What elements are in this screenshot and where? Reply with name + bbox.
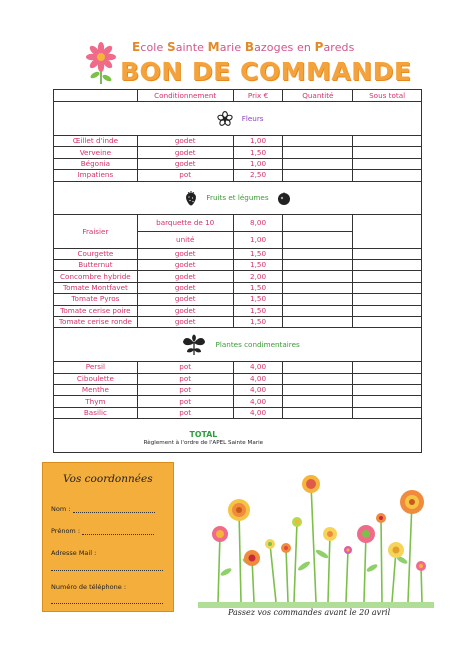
product-name-fraisier: Fraisier <box>54 214 138 248</box>
quantity-cell[interactable] <box>283 271 353 282</box>
subtotal-cell[interactable] <box>353 248 422 259</box>
subtotal-cell[interactable] <box>353 294 422 305</box>
product-price: 1,50 <box>233 259 283 270</box>
header-quantite: Quantité <box>283 90 353 102</box>
product-price: 4,00 <box>233 362 283 373</box>
section-header-plantes <box>54 328 422 362</box>
product-price: 4,00 <box>233 385 283 396</box>
quantity-cell[interactable] <box>283 248 353 259</box>
table-row <box>54 248 422 259</box>
total-amount-cell[interactable] <box>353 419 422 453</box>
section-label-fruits: Fruits et légumes <box>206 192 269 202</box>
nom-field[interactable] <box>51 505 155 513</box>
product-pack: godet <box>137 259 233 270</box>
quantity-cell[interactable] <box>283 294 353 305</box>
subtotal-cell[interactable] <box>353 271 422 282</box>
product-pack: godet <box>137 248 233 259</box>
product-name: Persil <box>54 362 138 373</box>
quantity-cell[interactable] <box>283 282 353 293</box>
product-pack: godet <box>137 305 233 316</box>
order-table <box>53 89 422 453</box>
product-name: Bégonia <box>54 158 138 169</box>
quantity-cell[interactable] <box>283 373 353 384</box>
page-title: BON DE COMMANDE <box>120 57 412 86</box>
flower-logo-icon <box>84 42 118 84</box>
product-price: 1,00 <box>233 136 283 147</box>
product-price: 1,50 <box>233 316 283 327</box>
table-row <box>54 294 422 305</box>
section-header-fleurs <box>54 102 422 136</box>
product-pack: godet <box>137 271 233 282</box>
payment-note: Règlement à l'ordre de l'APEL Sainte Marie <box>143 439 264 446</box>
subtotal-cell[interactable] <box>353 158 422 169</box>
phone-label: Numéro de téléphone : <box>51 583 127 591</box>
school-name: Ecole Sainte Marie Bazoges en Pareds <box>132 40 355 54</box>
product-pack: godet <box>137 316 233 327</box>
section-label-plantes: Plantes condimentaires <box>215 339 300 349</box>
table-row <box>54 282 422 293</box>
total-row <box>54 419 422 453</box>
product-pack: pot <box>137 170 233 181</box>
section-header-fruits-legumes <box>54 181 422 214</box>
quantity-cell[interactable] <box>283 316 353 327</box>
table-row <box>54 407 422 418</box>
table-row <box>54 170 422 181</box>
subtotal-cell[interactable] <box>353 316 422 327</box>
product-name: Butternut <box>54 259 138 270</box>
product-price: 2,00 <box>233 271 283 282</box>
product-pack: pot <box>137 362 233 373</box>
table-row <box>54 158 422 169</box>
product-price: 2,50 <box>233 170 283 181</box>
product-price: 4,00 <box>233 396 283 407</box>
quantity-cell[interactable] <box>283 259 353 270</box>
quantity-cell[interactable] <box>283 362 353 373</box>
product-name: Ciboulette <box>54 373 138 384</box>
phone-field[interactable] <box>51 583 126 591</box>
product-price: 1,50 <box>233 282 283 293</box>
subtotal-cell[interactable] <box>353 147 422 158</box>
quantity-cell[interactable] <box>283 407 353 418</box>
prenom-label: Prénom : <box>51 527 81 535</box>
email-input-line[interactable] <box>51 565 163 571</box>
product-price: 4,00 <box>233 407 283 418</box>
prenom-input-line[interactable] <box>82 529 154 535</box>
subtotal-cell[interactable] <box>353 305 422 316</box>
product-name: Tomate cerise poire <box>54 305 138 316</box>
quantity-cell[interactable] <box>283 147 353 158</box>
table-row <box>54 271 422 282</box>
header-sous-total: Sous total <box>353 90 422 102</box>
email-label: Adresse Mail : <box>51 549 97 557</box>
product-price: 1,00 <box>233 158 283 169</box>
header-product <box>54 90 138 102</box>
contact-box-title: Vos coordonnées <box>63 473 153 485</box>
table-row <box>54 373 422 384</box>
flower-garden-illustration <box>196 462 436 612</box>
subtotal-cell[interactable] <box>353 214 422 248</box>
header-prix: Prix € <box>233 90 283 102</box>
product-pack: godet <box>137 158 233 169</box>
product-pack: pot <box>137 407 233 418</box>
quantity-cell[interactable] <box>283 231 353 248</box>
table-row <box>54 316 422 327</box>
table-row <box>54 362 422 373</box>
subtotal-cell[interactable] <box>353 170 422 181</box>
product-name: Thym <box>54 396 138 407</box>
subtotal-cell[interactable] <box>353 362 422 373</box>
product-price: 1,50 <box>233 248 283 259</box>
product-pack: pot <box>137 396 233 407</box>
product-price: 8,00 <box>233 214 283 231</box>
product-price: 1,50 <box>233 147 283 158</box>
quantity-cell[interactable] <box>283 170 353 181</box>
section-label-fleurs: Fleurs <box>241 113 264 123</box>
product-price: 1,50 <box>233 294 283 305</box>
table-row-fraisier-barquette <box>54 214 422 231</box>
product-name: Impatiens <box>54 170 138 181</box>
subtotal-cell[interactable] <box>353 407 422 418</box>
nom-label: Nom : <box>51 505 71 513</box>
product-name: Courgette <box>54 248 138 259</box>
email-input-line-wrap[interactable] <box>51 563 163 571</box>
product-pack: barquette de 10 <box>137 214 233 231</box>
quantity-cell[interactable] <box>283 136 353 147</box>
phone-input-line-wrap[interactable] <box>51 596 163 604</box>
product-name: Œillet d'inde <box>54 136 138 147</box>
header-conditionnement: Conditionnement <box>137 90 233 102</box>
strawberry-icon <box>184 190 198 206</box>
product-name: Tomate Montfavet <box>54 282 138 293</box>
tomato-icon <box>277 191 291 205</box>
product-pack: godet <box>137 147 233 158</box>
phone-input-line[interactable] <box>51 598 163 604</box>
product-pack: pot <box>137 373 233 384</box>
total-label: TOTAL <box>189 429 218 439</box>
product-pack: pot <box>137 385 233 396</box>
product-name: Tomate cerise ronde <box>54 316 138 327</box>
email-field[interactable] <box>51 549 96 557</box>
product-name: Verveine <box>54 147 138 158</box>
table-row <box>54 136 422 147</box>
quantity-cell[interactable] <box>283 305 353 316</box>
flower-icon <box>217 111 233 127</box>
contact-details-box <box>42 462 174 612</box>
subtotal-cell[interactable] <box>353 136 422 147</box>
quantity-cell[interactable] <box>283 214 353 231</box>
subtotal-cell[interactable] <box>353 396 422 407</box>
table-row <box>54 396 422 407</box>
product-pack: godet <box>137 282 233 293</box>
garden-flowers <box>212 475 426 571</box>
order-deadline-note: Passez vos commandes avant le 20 avril <box>228 608 391 617</box>
table-row <box>54 259 422 270</box>
quantity-cell[interactable] <box>283 385 353 396</box>
product-pack: godet <box>137 294 233 305</box>
product-pack: unité <box>137 231 233 248</box>
product-name: Basilic <box>54 407 138 418</box>
subtotal-cell[interactable] <box>353 259 422 270</box>
nom-input-line[interactable] <box>73 507 155 513</box>
product-price: 1,00 <box>233 231 283 248</box>
table-row <box>54 385 422 396</box>
table-row <box>54 147 422 158</box>
quantity-cell[interactable] <box>283 396 353 407</box>
product-pack: godet <box>137 136 233 147</box>
quantity-cell[interactable] <box>283 158 353 169</box>
subtotal-cell[interactable] <box>353 385 422 396</box>
product-price: 1,50 <box>233 305 283 316</box>
subtotal-cell[interactable] <box>353 373 422 384</box>
herb-icon <box>181 334 207 356</box>
product-name: Tomate Pyros <box>54 294 138 305</box>
product-name: Concombre hybride <box>54 271 138 282</box>
prenom-field[interactable] <box>51 527 154 535</box>
subtotal-cell[interactable] <box>353 282 422 293</box>
table-row <box>54 305 422 316</box>
table-header-row <box>54 90 422 102</box>
product-price: 4,00 <box>233 373 283 384</box>
product-name: Menthe <box>54 385 138 396</box>
